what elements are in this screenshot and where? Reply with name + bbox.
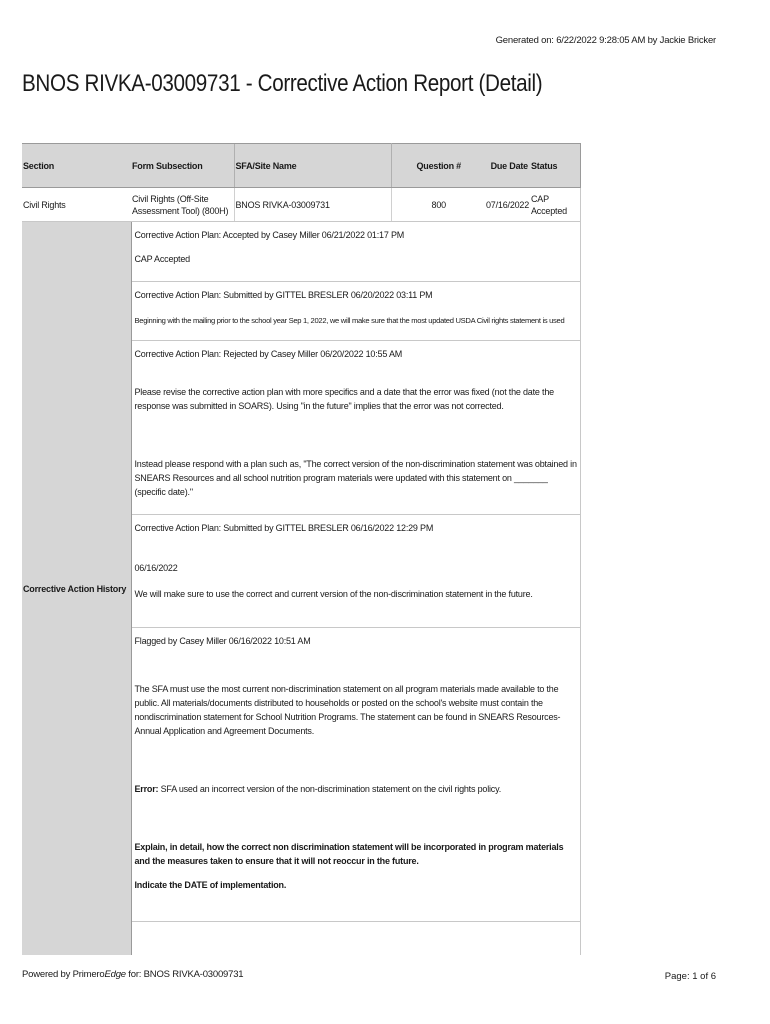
history-entry — [132, 628, 580, 922]
history-entries — [131, 222, 580, 956]
table-row — [22, 188, 580, 222]
table-header-row — [22, 144, 580, 188]
history-entry — [132, 222, 580, 282]
date-instruction: Indicate the DATE of implementation. — [134, 880, 287, 890]
explain-instruction: Explain, in detail, how the correct non discrimination statement will be incorporated in program materials and the measures taken to ensure that it will not reoccur in the future. — [134, 842, 564, 866]
entry-text: Instead please respond with a plan such as, "The correct version of the non-discrimination statement was obtained in SNEARS Resources and all school nutrition program materials were updated with this statement on _______ (specific date)." — [134, 459, 577, 497]
history-row — [22, 222, 580, 956]
history-entry — [132, 341, 580, 515]
cell-site-name: BNOS RIVKA-03009731 — [234, 188, 391, 222]
cell-section: Civil Rights — [22, 188, 131, 222]
entry-text: We will make sure to use the correct and current version of the non-discrimination statement in the future. — [134, 589, 533, 599]
powered-by-prefix: Powered by Primero — [22, 969, 105, 980]
entry-date: 06/16/2022 — [134, 563, 178, 573]
column-header-status: Status — [530, 144, 580, 188]
cell-due-date: 07/16/2022 — [485, 188, 530, 222]
column-header-question: Question # — [391, 144, 485, 188]
error-text — [135, 782, 580, 796]
generated-info: Generated on: 6/22/2022 9:28:05 AM by Jackie Bricker — [495, 35, 716, 46]
cell-question-number: 800 — [391, 188, 485, 222]
error-label: Error: — [134, 784, 159, 794]
entry-text: CAP Accepted — [134, 254, 190, 264]
corrective-action-table — [22, 143, 581, 955]
page-title: BNOS RIVKA-03009731 - Corrective Action Report (Detail) — [22, 70, 543, 97]
column-header-form-subsection: Form Subsection — [131, 144, 234, 188]
history-entry-continued — [132, 922, 580, 955]
entry-text: Beginning with the mailing prior to the school year Sep 1, 2022, we will make sure that the most updated USDA Civil rights statement is used — [134, 316, 565, 325]
column-header-sfa-site: SFA/Site Name — [234, 144, 391, 188]
history-entry — [132, 282, 580, 341]
entry-heading: Corrective Action Plan: Submitted by GITTEL BRESLER 06/16/2022 12:29 PM — [134, 523, 434, 533]
entry-text: Please revise the corrective action plan with more specifics and a date that the error was fixed (not the date the response was submitted in SOARS). Using "in the future" implies that the error was not corrected. — [134, 387, 554, 411]
cell-form-subsection: Civil Rights (Off-Site Assessment Tool) (800H) — [131, 188, 234, 222]
entry-heading: Corrective Action Plan: Submitted by GITTEL BRESLER 06/20/2022 03:11 PM — [134, 290, 433, 300]
history-entry — [132, 515, 580, 628]
cell-status: CAP Accepted — [530, 188, 580, 222]
error-description: SFA used an incorrect version of the non-discrimination statement on the civil rights policy. — [158, 784, 502, 794]
entry-text: The SFA must use the most current non-discrimination statement on all program materials made available to the public. All materials/documents distributed to households or posted on the school's website must contain the nondiscrimination statement for School Nutrition Programs. The statement can be found in SNEARS Resources- Annual Application and Agreement Documents. — [134, 684, 561, 736]
column-header-due-date: Due Date — [485, 144, 530, 188]
powered-by-brand: Edge — [104, 969, 126, 980]
page-number: Page: 1 of 6 — [664, 971, 716, 982]
powered-by-suffix: for: BNOS RIVKA-03009731 — [125, 969, 244, 980]
history-label: Corrective Action History — [22, 222, 131, 956]
powered-by — [22, 969, 243, 980]
entry-heading: Corrective Action Plan: Accepted by Casey Miller 06/21/2022 01:17 PM — [134, 230, 405, 240]
entry-heading: Flagged by Casey Miller 06/16/2022 10:51 AM — [134, 636, 311, 646]
entry-heading: Corrective Action Plan: Rejected by Casey Miller 06/20/2022 10:55 AM — [134, 349, 403, 359]
column-header-section: Section — [22, 144, 131, 188]
